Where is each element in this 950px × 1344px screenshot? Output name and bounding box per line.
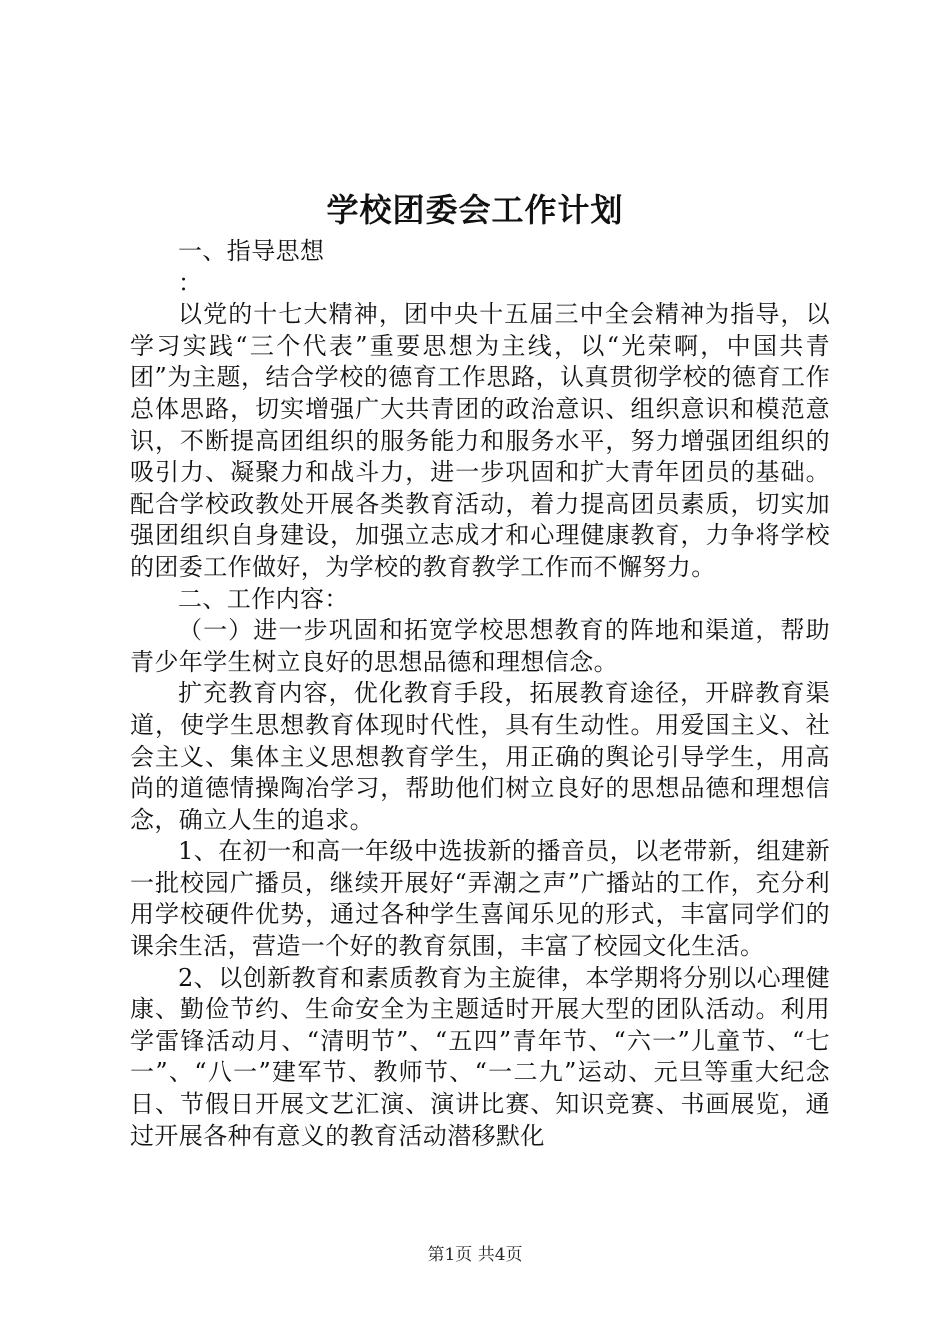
section-heading-work-content: 二、工作内容：	[178, 584, 349, 613]
paragraph-education-content: 扩充教育内容，优化教育手段，拓展教育途径，开辟教育渠道，使学生思想教育体现时代性，具有生动性。用爱国主义、社会主义、集体主义思想教育学生，用正确的舆论引导学生，用高尚的道德情操陶冶学习，帮助他们树立良好的思想品德和理想信念，确立人生的追求。	[130, 679, 830, 834]
section-heading-guiding-ideology: 一、指导思想	[178, 237, 325, 265]
subsection-heading-one: （一）进一步巩固和拓宽学校思想教育的阵地和渠道，帮助青少年学生树立良好的思想品德和理想信念。	[130, 616, 830, 676]
paragraph-item-1: 1、在初一和高一年级中选拔新的播音员，以老带新，组建新一批校园广播员，继续开展好“弄潮之声”广播站的工作，充分利用学校硬件优势，通过各种学生喜闻乐见的形式，丰富同学们的课余生活，营造一个好的教育氛围，丰富了校园文化生活。	[130, 837, 830, 961]
document-title: 学校团委会工作计划	[326, 191, 624, 229]
document-body	[130, 236, 830, 1152]
paragraph-guiding-ideology: 以党的十七大精神，团中央十五届三中全会精神为指导，以学习实践“三个代表”重要思想为主线，以“光荣啊，中国共青团”为主题，结合学校的德育工作思路，认真贯彻学校的德育工作总体思路，切实增强广大共青团的政治意识、组织意识和模范意识，不断提高团组织的服务能力和服务水平，努力增强团组织的吸引力、凝聚力和战斗力，进一步巩固和扩大青年团员的基础。配合学校政教处开展各类教育活动，着力提高团员素质，切实加强团组织自身建设，加强立志成才和心理健康教育，力争将学校的团委工作做好，为学校的教育教学工作而不懈努力。	[130, 300, 830, 581]
colon-line: ：	[178, 268, 203, 297]
page-footer: 第1页 共4页	[427, 1245, 523, 1265]
paragraph-item-2: 2、以创新教育和素质教育为主旋律，本学期将分别以心理健康、勤俭节约、生命安全为主题适时开展大型的团队活动。利用学雷锋活动月、“清明节”、“五四”青年节、“六一”儿童节、“七一”、“八一”建军节、教师节、“一二九”运动、元旦等重大纪念日、节假日开展文艺汇演、演讲比赛、知识竞赛、书画展览，通过开展各种有意义的教育活动潜移默化	[130, 963, 830, 1150]
